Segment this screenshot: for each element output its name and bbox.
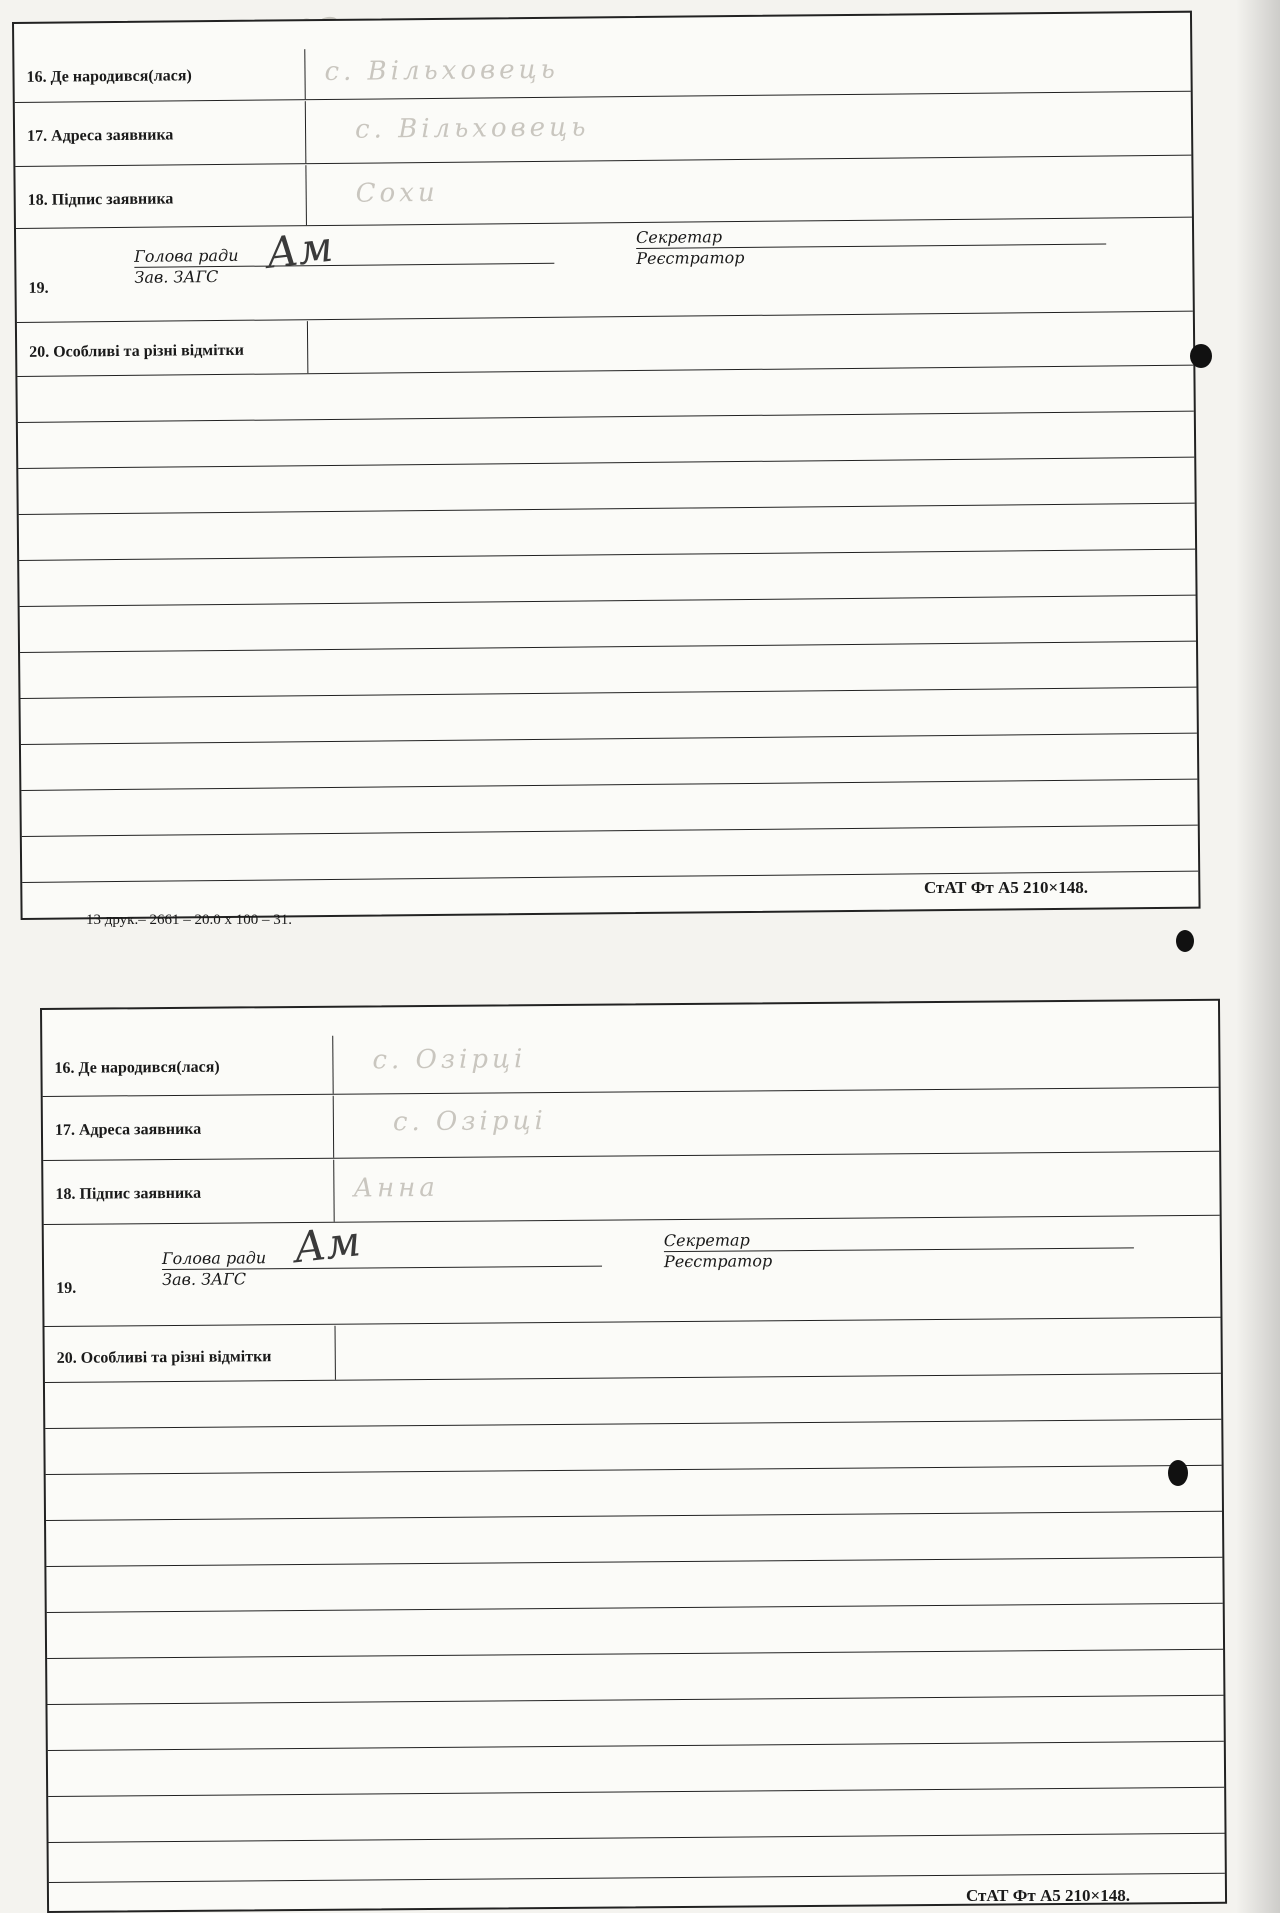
handwriting-birthplace: с. Озірці <box>372 1044 527 1076</box>
form-code: СтАТ Фт А5 210×148. <box>924 878 1088 897</box>
label-19: 19. <box>28 279 49 297</box>
head-signature-line <box>162 1246 602 1289</box>
notes-line <box>20 595 1196 607</box>
notes-line <box>20 641 1196 653</box>
handwriting-address: с. Озірці <box>392 1106 548 1138</box>
notes-line <box>46 1557 1222 1567</box>
label-secretary: Секретар <box>636 227 723 248</box>
notes-line <box>47 1649 1223 1659</box>
row-17 <box>43 1089 1219 1161</box>
label-registrar: Реєстратор <box>636 247 745 269</box>
punch-hole <box>1176 930 1194 952</box>
notes-line <box>20 687 1196 699</box>
label-19: 19. <box>56 1279 77 1297</box>
label-applicant-signature: 18. Підпис заявника <box>27 190 174 209</box>
row-19 <box>44 1217 1221 1327</box>
punch-hole <box>1168 1460 1188 1486</box>
row-20 <box>17 313 1193 377</box>
label-zags: Зав. ЗАГС <box>162 1269 247 1290</box>
label-birthplace: 16. Де народився(лася) <box>26 67 192 86</box>
notes-line <box>21 733 1197 745</box>
label-notes: 20. Особливі та різні відмітки <box>56 1348 272 1367</box>
label-birthplace: 16. Де народився(лася) <box>54 1058 220 1077</box>
form-top <box>12 11 1201 920</box>
notes-line <box>47 1695 1223 1705</box>
handwriting-applicant-signature: Анна <box>353 1172 439 1204</box>
label-applicant-signature: 18. Підпис заявника <box>55 1184 202 1203</box>
notes-line <box>21 779 1197 791</box>
row-17 <box>15 93 1192 167</box>
label-address: 17. Адреса заявника <box>54 1120 202 1139</box>
head-signature-line <box>134 243 554 287</box>
notes-line <box>49 1833 1225 1843</box>
notes-line <box>18 457 1194 469</box>
notes-line <box>47 1603 1223 1613</box>
notes-line <box>45 1419 1221 1429</box>
secretary-signature-line <box>664 1227 1134 1271</box>
label-notes: 20. Особливі та різні відмітки <box>29 341 244 361</box>
row-19 <box>16 219 1193 323</box>
label-head: Голова ради <box>161 1248 267 1269</box>
label-secretary: Секретар <box>663 1230 750 1251</box>
row-18 <box>15 157 1192 229</box>
notes-line <box>48 1787 1224 1797</box>
punch-hole <box>1190 344 1212 368</box>
notes-line <box>18 411 1194 423</box>
label-zags: Зав. ЗАГС <box>134 267 219 287</box>
official-signature: Ам <box>291 1216 364 1273</box>
print-info: 13 друк.– 2661 – 20.0 х 100 – 31. <box>86 912 292 928</box>
notes-line <box>48 1741 1224 1751</box>
notes-line <box>49 1873 1225 1883</box>
handwriting-address: с. Вільховець <box>354 112 590 145</box>
notes-line <box>22 825 1198 837</box>
notes-line <box>19 549 1195 561</box>
notes-line <box>46 1465 1222 1475</box>
form-code: СтАТ Фт А5 210×148. <box>966 1886 1130 1905</box>
row-20 <box>45 1319 1221 1383</box>
official-signature: Ам <box>263 221 336 278</box>
handwriting-birthplace: с. Вільховець <box>324 54 559 88</box>
label-head: Голова ради <box>134 245 239 266</box>
row-16 <box>42 1029 1218 1097</box>
paper-edge-shadow <box>1236 0 1280 1913</box>
row-18 <box>43 1153 1219 1225</box>
label-registrar: Реєстратор <box>663 1251 773 1272</box>
secretary-signature-line <box>636 224 1106 269</box>
form-bottom <box>40 999 1227 1913</box>
handwriting-applicant-signature: Сохи <box>355 177 439 209</box>
notes-line <box>19 503 1195 515</box>
notes-line <box>46 1511 1222 1521</box>
label-address: 17. Адреса заявника <box>27 126 174 145</box>
